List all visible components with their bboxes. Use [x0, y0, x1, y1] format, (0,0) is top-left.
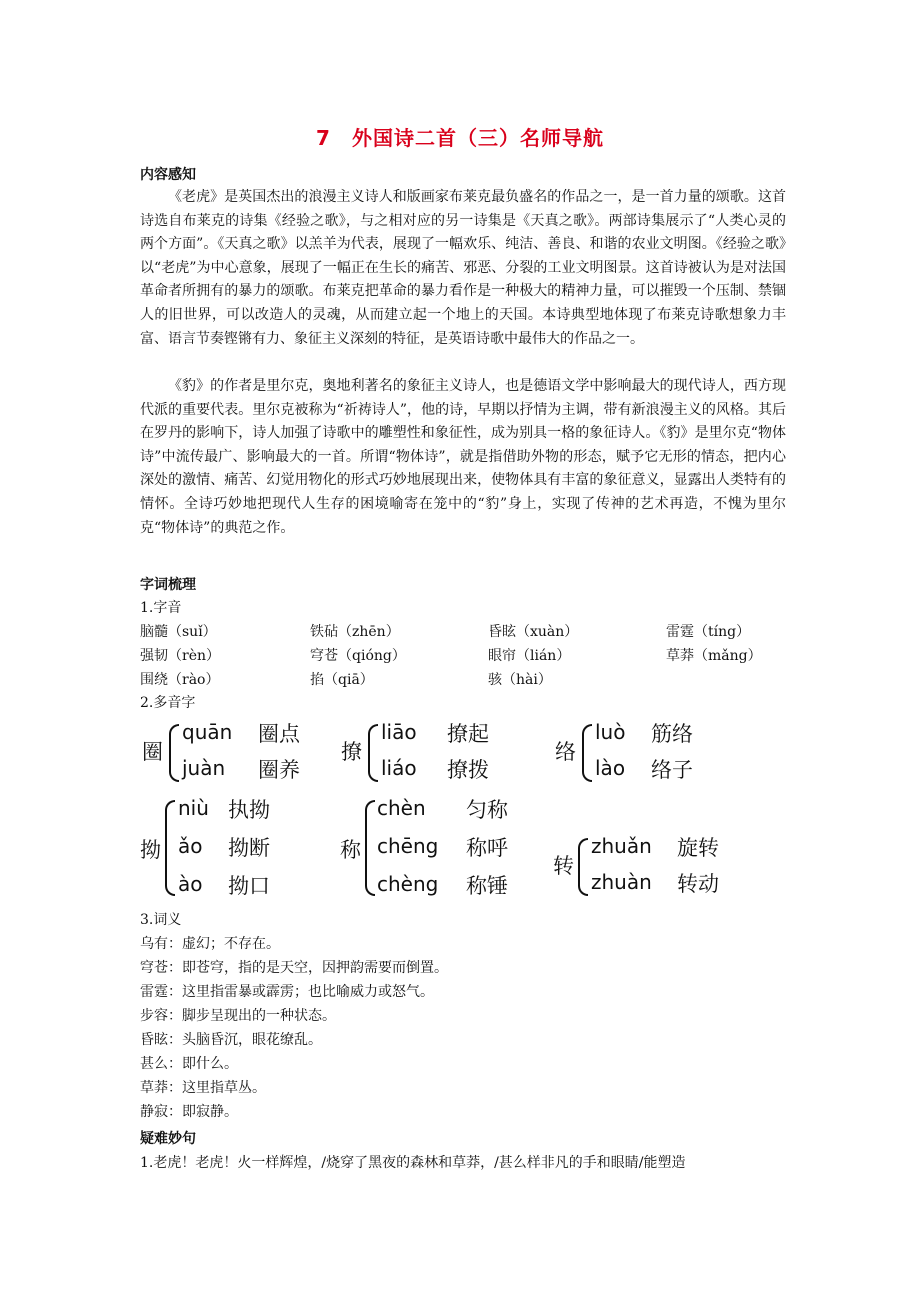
pinyin: niù [178, 796, 209, 820]
pron-item: 穹苍（qióng） [310, 648, 406, 664]
pinyin: juàn [182, 756, 226, 780]
pron-item: 围绕（rào） [140, 672, 220, 688]
example-word: 转动 [677, 872, 719, 896]
pinyin: luò [595, 720, 626, 744]
example-word: 匀称 [466, 798, 508, 822]
pinyin: ǎo [178, 834, 203, 858]
pinyin: zhuǎn [591, 834, 652, 858]
example-word: 圈养 [258, 758, 300, 782]
page-title: 7 外国诗二首（三）名师导航 [316, 126, 604, 150]
example-word: 筋络 [651, 722, 693, 746]
pinyin: lào [595, 756, 626, 780]
meaning-item: 雷霆：这里指雷暴或霹雳；也比喻威力或怒气。 [140, 984, 434, 1000]
meanings-heading: 3.词义 [140, 912, 182, 928]
meaning-item: 穹苍：即苍穹，指的是天空，因押韵需要而倒置。 [140, 960, 448, 976]
polyphonic-char: 称 [340, 838, 361, 862]
polyphonic-char: 拗 [140, 838, 161, 862]
paragraph-tiger: 《老虎》是英国杰出的浪漫主义诗人和版画家布莱克最负盛名的作品之一，是一首力量的颂歌。这首诗选自布莱克的诗集《经验之歌》，与之相对应的另一诗集是《天真之歌》。两部诗集展示了“人类心灵的两个方面”。《天真之歌》以羔羊为代表，展现了一幅欢乐、纯洁、善良、和谐的农业文明图。《经验之歌》以“老虎”为中心意象，展现了一幅正在生长的痛苦、邪恶、分裂的工业文明图景。这首诗被认为是对法国革命者所拥有的暴力的颂歌。布莱克把革命的暴力看作是一种极大的精神力量，可以摧毁一个压制、禁锢人的旧世界，可以改造人的灵魂，从而建立起一个地上的天国。本诗典型地体现了布莱克诗歌想象力丰富、语言节奏铿锵有力、象征主义深刻的特征，是英语诗歌中最伟大的作品之一。 [140, 189, 786, 347]
example-word: 拗断 [228, 836, 270, 860]
difficult-line: 1.老虎！老虎！火一样辉煌，/烧穿了黑夜的森林和草莽，/甚么样非凡的手和眼睛/能塑造 [140, 1155, 686, 1171]
example-word: 称呼 [466, 836, 508, 860]
polyphonic-char: 络 [555, 740, 576, 764]
example-word: 执拗 [228, 798, 270, 822]
pinyin: chèn [377, 796, 426, 820]
meaning-item: 草莽：这里指草丛。 [140, 1080, 266, 1096]
meaning-item: 甚么：即什么。 [140, 1056, 238, 1072]
pron-item: 骇（hài） [488, 672, 552, 688]
example-word: 旋转 [677, 836, 719, 860]
meaning-item: 昏眩：头脑昏沉，眼花缭乱。 [140, 1032, 322, 1048]
pron-item: 草莽（mǎng） [666, 648, 762, 664]
pron-item: 强韧（rèn） [140, 648, 220, 664]
meaning-item: 静寂：即寂静。 [140, 1104, 238, 1120]
section-heading-difficult: 疑难妙句 [140, 1131, 196, 1147]
meaning-item: 步容：脚步呈现出的一种状态。 [140, 1008, 336, 1024]
section-heading-content: 内容感知 [140, 167, 196, 183]
pinyin: quān [182, 720, 233, 744]
meaning-item: 乌有：虚幻；不存在。 [140, 936, 280, 952]
brace [582, 724, 592, 782]
pron-item: 昏眩（xuàn） [488, 624, 579, 640]
pron-item: 眼帘（lián） [488, 648, 571, 664]
example-word: 撩拨 [447, 758, 489, 782]
brace [169, 724, 179, 782]
section-heading-words: 字词梳理 [140, 577, 196, 593]
example-word: 拗口 [228, 874, 270, 898]
brace [165, 800, 175, 896]
pinyin: ào [178, 872, 203, 896]
pron-item: 雷霆（tíng） [666, 624, 751, 640]
pron-item: 脑髓（suǐ） [140, 624, 217, 640]
polyphonic-char: 撩 [341, 740, 362, 764]
pinyin: zhuàn [591, 870, 652, 894]
polyphonic-char: 转 [553, 854, 574, 878]
pinyin: chèng [377, 872, 439, 896]
brace [368, 724, 378, 782]
pinyin: liāo [381, 720, 417, 744]
pronunciation-heading: 1.字音 [140, 600, 182, 616]
pinyin: liáo [381, 756, 417, 780]
polyphonic-heading: 2.多音字 [140, 695, 196, 711]
brace [578, 838, 588, 896]
pron-item: 铁砧（zhēn） [310, 624, 400, 640]
example-word: 络子 [651, 758, 693, 782]
example-word: 称锤 [466, 874, 508, 898]
example-word: 圈点 [258, 722, 300, 746]
pinyin: chēng [377, 834, 439, 858]
paragraph-panther: 《豹》的作者是里尔克，奥地利著名的象征主义诗人，也是德语文学中影响最大的现代诗人，西方现代派的重要代表。里尔克被称为“祈祷诗人”，他的诗，早期以抒情为主调，带有新浪漫主义的风格。其后在罗丹的影响下，诗人加强了诗歌中的雕塑性和象征性，成为别具一格的象征诗人。《豹》是里尔克“物体诗”中流传最广、影响最大的一首。所谓“物体诗”，就是指借助外物的形态，赋予它无形的情态，把内心深处的激情、痛苦、幻觉用物化的形式巧妙地展现出来，使物体具有丰富的象征意义，显露出人类特有的情怀。全诗巧妙地把现代人生存的困境喻寄在笼中的“豹”身上，实现了传神的艺术再造，不愧为里尔克“物体诗”的典范之作。 [140, 378, 786, 536]
polyphonic-char: 圈 [142, 740, 163, 764]
brace [365, 800, 375, 896]
pron-item: 掐（qiā） [310, 672, 374, 688]
example-word: 撩起 [447, 722, 489, 746]
